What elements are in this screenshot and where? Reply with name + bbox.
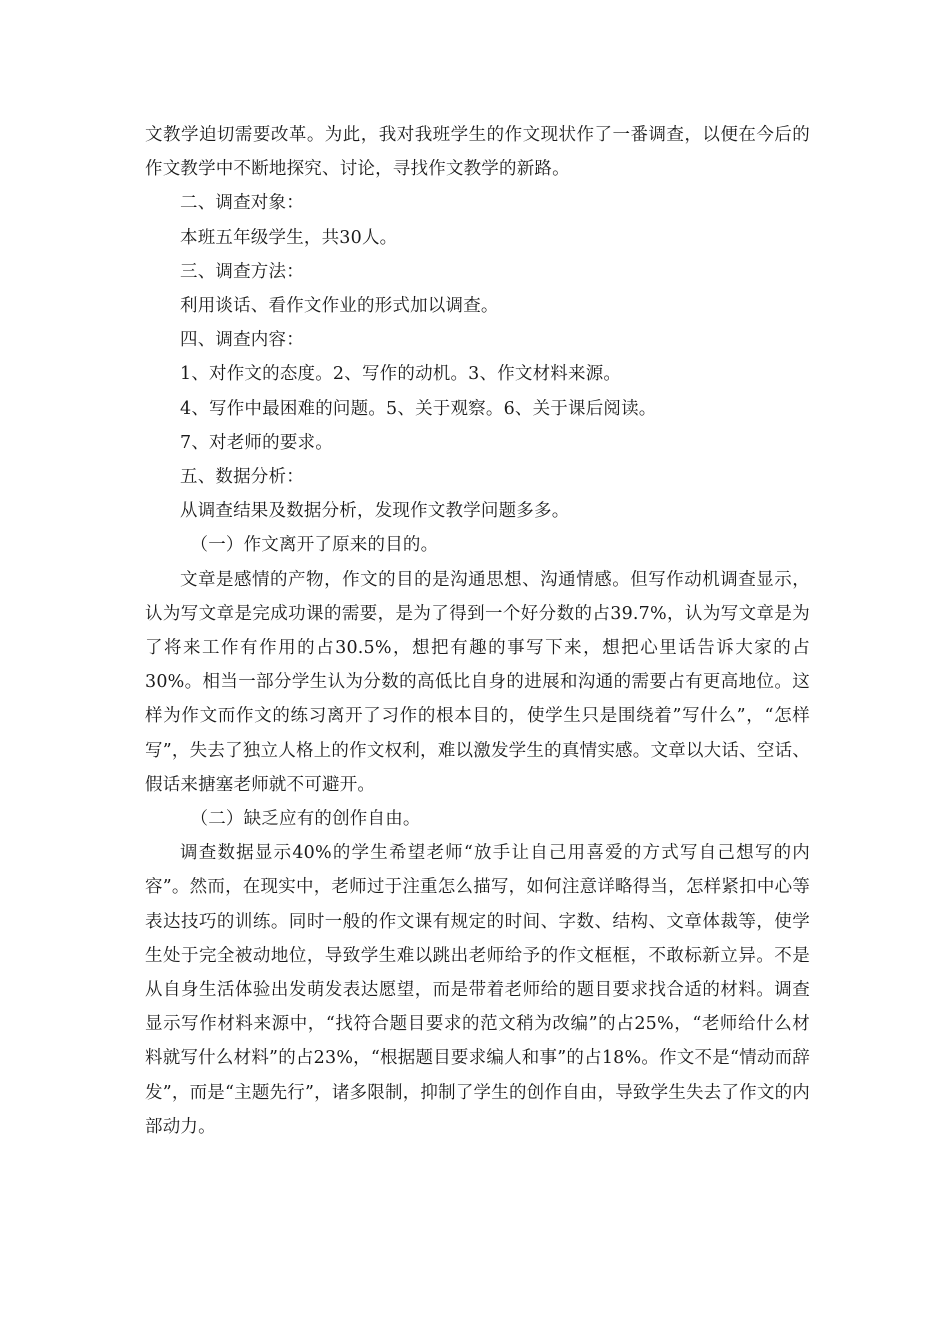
paragraph-purpose-lost: 文章是感情的产物，作文的目的是沟通思想、沟通情感。但写作动机调查显示，认为写文章是完成功课的需要，是为了得到一个好分数的占39.7%，认为写文章是为了将来工作有作用的占30.5%，想把有趣的事写下来，想把心里话告诉大家的占30%。相当一部分学生认为分数的高低比自身的进展和沟通的需要占有更高地位。这样为作文而作文的练习离开了习作的根本目的，使学生只是围绕着”写什么”，“怎样写”，失去了独立人格上的作文权利，难以激发学生的真情实感。文章以大话、空话、假话来搪塞老师就不可避开。	[145, 569, 810, 795]
heading-data-analysis: 五、数据分析：	[180, 467, 304, 488]
paragraph-survey-subjects: 本班五年级学生，共30人。	[180, 227, 398, 248]
subheading-lack-of-freedom: （二）缺乏应有的创作自由。	[190, 809, 421, 830]
heading-survey-content: 四、调查内容：	[180, 330, 304, 351]
heading-survey-method: 三、调查方法：	[180, 261, 304, 282]
paragraph-intro-continuation: 文教学迫切需要改革。为此，我对我班学生的作文现状作了一番调查，以便在今后的作文教学中不断地探究、讨论，寻找作文教学的新路。	[145, 125, 810, 180]
list-item-content-1-3: 1、对作文的态度。2、写作的动机。3、作文材料来源。	[180, 364, 622, 385]
paragraph-lack-of-freedom: 调查数据显示40%的学生希望老师“放手让自己用喜爱的方式写自己想写的内容”。然而，在现实中，老师过于注重怎么描写，如何注意详略得当，怎样紧扣中心等表达技巧的训练。同时一般的作文课有规定的时间、字数、结构、文章体裁等，使学生处于完全被动地位，导致学生难以跳出老师给予的作文框框，不敢标新立异。不是从自身生活体验出发萌发表达愿望，而是带着老师给的题目要求找合适的材料。调查显示写作材料来源中，“找符合题目要求的范文稍为改编”的占25%，“老师给什么材料就写什么材料”的占23%，“根据题目要求编人和事”的占18%。作文不是“情动而辞发”，而是“主题先行”，诸多限制，抑制了学生的创作自由，导致学生失去了作文的内部动力。	[145, 843, 810, 1137]
subheading-purpose-lost: （一）作文离开了原来的目的。	[190, 535, 439, 556]
document-body	[145, 118, 810, 1144]
heading-survey-subjects: 二、调查对象：	[180, 193, 304, 214]
list-item-content-7: 7、对老师的要求。	[180, 432, 333, 453]
list-item-content-4-6: 4、写作中最困难的问题。5、关于观察。6、关于课后阅读。	[180, 398, 657, 419]
paragraph-survey-method: 利用谈话、看作文作业的形式加以调查。	[180, 296, 499, 317]
paragraph-analysis-summary: 从调查结果及数据分析，发现作文教学问题多多。	[180, 501, 570, 522]
